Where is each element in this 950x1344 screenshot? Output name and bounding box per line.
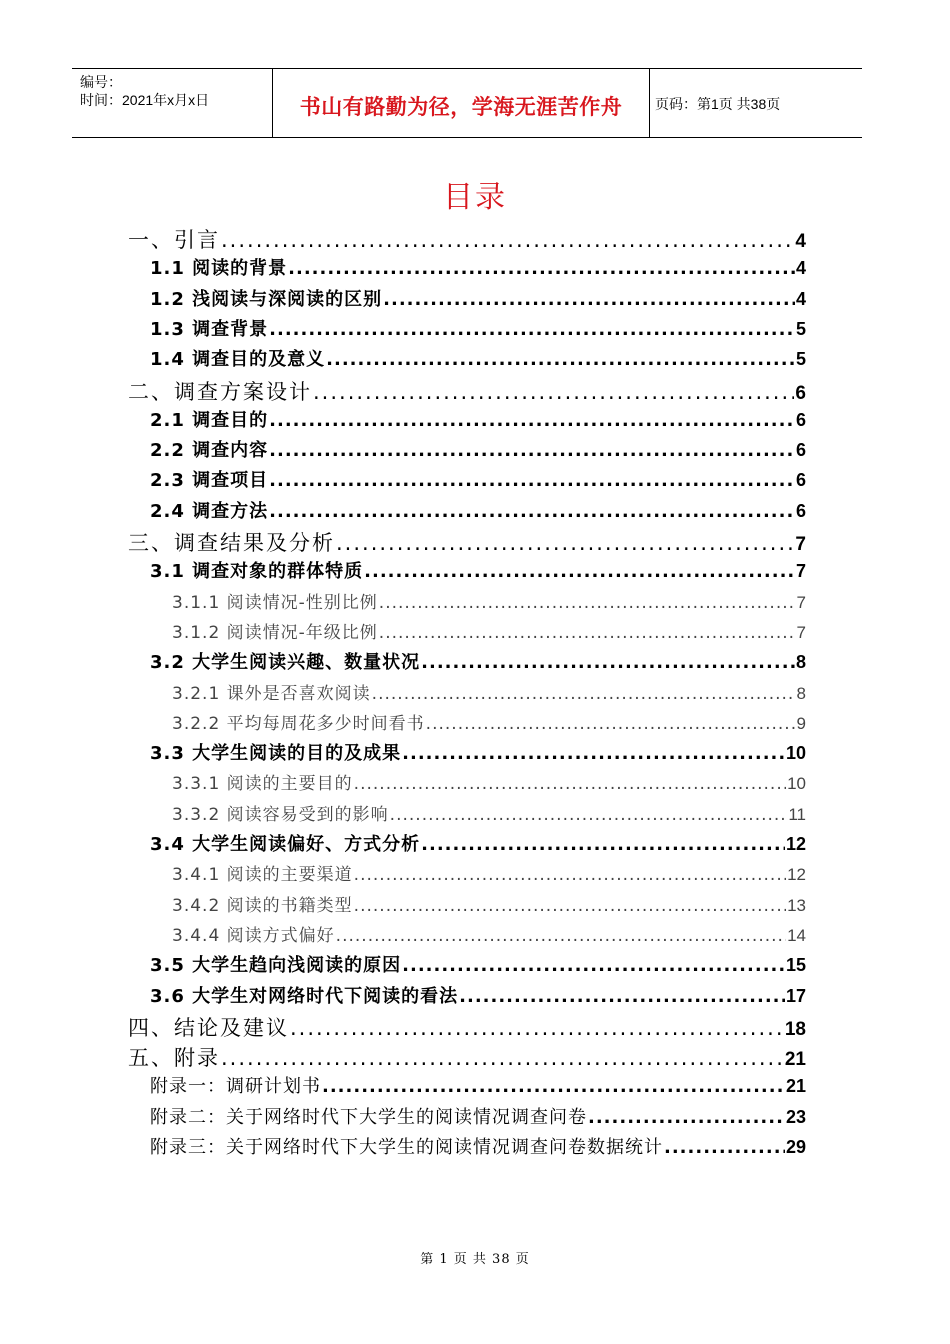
toc-entry[interactable] <box>172 588 806 618</box>
toc-leader-dots <box>354 865 786 885</box>
toc-entry-title: 1.1 阅读的背景 <box>150 258 288 280</box>
toc-entry-title: 3.4.4 阅读方式偏好 <box>172 925 335 946</box>
toc-entry[interactable] <box>150 436 806 466</box>
toc-entry[interactable] <box>150 1103 806 1133</box>
toc-entry-title: 3.2.1 课外是否喜欢阅读 <box>172 683 371 704</box>
toc-leader-dots <box>402 743 785 764</box>
toc-entry-page: 7 <box>796 592 806 612</box>
toc-entry[interactable] <box>150 1072 806 1102</box>
toc-entry-title: 1.2 浅阅读与深阅读的区别 <box>150 288 383 310</box>
toc-entry-page: 8 <box>795 652 806 673</box>
toc-entry-page: 6 <box>795 440 806 461</box>
toc-entry[interactable] <box>128 376 806 406</box>
toc-entry[interactable] <box>150 497 806 527</box>
toc-entry-page: 4 <box>795 288 806 309</box>
number-label: 编号： <box>80 74 122 90</box>
toc-entry-title: 三、调查结果及分析 <box>128 531 335 555</box>
toc-entry-title: 3.6 大学生对网络时代下阅读的看法 <box>150 985 459 1007</box>
toc-leader-dots <box>326 349 795 370</box>
toc-entry-title: 3.1 调查对象的群体特质 <box>150 561 364 583</box>
toc-entry[interactable] <box>150 406 806 436</box>
toc-leader-dots <box>221 228 794 252</box>
toc-entry-title: 一、引言 <box>128 228 220 252</box>
toc-entry[interactable] <box>128 224 806 254</box>
toc-entry-page: 10 <box>785 743 806 764</box>
toc-leader-dots <box>421 834 785 855</box>
toc-entry-page: 15 <box>785 955 806 976</box>
toc-entry-title: 四、结论及建议 <box>128 1015 289 1040</box>
toc-entry[interactable] <box>150 466 806 496</box>
toc-entry[interactable] <box>172 679 806 709</box>
header-page-cell <box>649 69 862 137</box>
toc-entry-page: 7 <box>796 622 806 642</box>
page-header <box>72 68 862 138</box>
toc-entry-title: 五、附录 <box>128 1046 220 1071</box>
toc-leader-dots <box>269 440 795 461</box>
toc-entry-page: 7 <box>795 561 806 582</box>
toc-entry-page: 23 <box>785 1106 806 1127</box>
toc-leader-dots <box>383 289 795 310</box>
toc-entry-title: 附录三：关于网络时代下大学生的阅读情况调查问卷数据统计 <box>150 1137 663 1158</box>
toc-entry-title: 3.2.2 平均每周花多少时间看书 <box>172 713 425 734</box>
toc-entry[interactable] <box>128 1042 806 1072</box>
toc-entry-page: 7 <box>795 534 806 555</box>
toc-entry-title: 3.2 大学生阅读兴趣、数量状况 <box>150 652 421 674</box>
toc-entry-title: 3.1.2 阅读情况-年级比例 <box>172 622 378 643</box>
toc-leader-dots <box>336 926 786 946</box>
toc-entry-title: 3.4 大学生阅读偏好、方式分析 <box>150 834 421 855</box>
toc-entry-page: 9 <box>796 713 806 733</box>
toc-entry-title: 3.3 大学生阅读的目的及成果 <box>150 743 402 765</box>
toc-leader-dots <box>379 593 796 613</box>
toc-entry-title: 二、调查方案设计 <box>128 379 312 404</box>
toc-entry-title: 附录一：调研计划书 <box>150 1076 321 1098</box>
toc-entry[interactable] <box>172 618 806 648</box>
toc-entry[interactable] <box>172 921 806 951</box>
toc-entry-page: 5 <box>795 318 806 339</box>
toc-entry-page: 11 <box>788 804 806 824</box>
toc-leader-dots <box>364 561 795 582</box>
toc-entry-page: 12 <box>785 834 806 854</box>
time-label: 时间：2021年x月x日 <box>80 92 210 108</box>
toc-entry-page: 13 <box>787 895 806 915</box>
toc-entry-page: 10 <box>787 774 806 794</box>
toc-entry-page: 6 <box>795 409 806 430</box>
toc-leader-dots <box>390 805 788 825</box>
toc-entry[interactable] <box>150 557 806 587</box>
toc-entry[interactable] <box>150 982 806 1012</box>
header-motto-cell <box>272 69 650 137</box>
toc-leader-dots <box>269 410 795 431</box>
toc-entry-page: 5 <box>795 349 806 370</box>
toc-leader-dots <box>372 684 796 704</box>
toc-entry[interactable] <box>150 345 806 375</box>
toc-entry-page: 4 <box>795 258 806 279</box>
toc-title: 目录 <box>443 180 507 215</box>
toc-entry-title: 2.1 调查目的 <box>150 409 269 431</box>
toc-leader-dots <box>322 1076 785 1097</box>
toc-leader-dots <box>459 986 785 1007</box>
toc-entry[interactable] <box>128 527 806 557</box>
toc-entry-title: 3.3.1 阅读的主要目的 <box>172 774 353 795</box>
toc-entry-title: 2.2 调查内容 <box>150 440 269 462</box>
toc-entry-title: 3.1.1 阅读情况-性别比例 <box>172 592 378 613</box>
toc-entry[interactable] <box>150 285 806 315</box>
header-page-info: 页码：第1页 共38页 <box>655 96 781 112</box>
toc-entry-title: 2.3 调查项目 <box>150 470 269 492</box>
toc-entry[interactable] <box>150 830 806 860</box>
toc-entry[interactable] <box>150 951 806 981</box>
toc-entry[interactable] <box>150 1133 806 1163</box>
toc-entry-page: 21 <box>785 1076 806 1097</box>
toc-leader-dots <box>354 896 786 916</box>
toc-entry[interactable] <box>172 800 806 830</box>
toc-leader-dots <box>421 652 795 673</box>
toc-entry-page: 6 <box>795 470 806 491</box>
toc-entry-page: 4 <box>795 231 806 252</box>
toc-leader-dots <box>290 1016 784 1040</box>
toc-entry-page: 14 <box>787 925 806 945</box>
header-meta-cell <box>72 69 272 137</box>
page-footer: 第 1 页 共 38 页 <box>420 1252 530 1267</box>
toc-entry-title: 3.4.1 阅读的主要渠道 <box>172 865 353 886</box>
toc-entry-page: 8 <box>796 683 806 703</box>
toc-entry-page: 17 <box>785 985 806 1006</box>
toc-entry-title: 1.4 调查目的及意义 <box>150 349 326 371</box>
toc-entry[interactable] <box>172 769 806 799</box>
toc-entry-title: 2.4 调查方法 <box>150 500 269 522</box>
toc-leader-dots <box>379 623 796 643</box>
toc-entry[interactable] <box>150 739 806 769</box>
toc-leader-dots <box>269 501 795 522</box>
toc-entry[interactable] <box>172 709 806 739</box>
toc-entry-page: 21 <box>784 1049 806 1071</box>
toc-entry-title: 3.3.2 阅读容易受到的影响 <box>172 804 389 825</box>
header-motto: 书山有路勤为径，学海无涯苦作舟 <box>299 95 623 119</box>
toc-entry-title: 3.5 大学生趋向浅阅读的原因 <box>150 955 402 977</box>
toc-entry-title: 附录二：关于网络时代下大学生的阅读情况调查问卷 <box>150 1106 587 1128</box>
toc-entry[interactable] <box>150 254 806 284</box>
toc-leader-dots <box>402 955 785 976</box>
toc-leader-dots <box>313 380 794 404</box>
toc-entry-page: 6 <box>795 382 806 404</box>
toc-entry-page: 18 <box>784 1018 806 1040</box>
toc-entry[interactable] <box>172 860 806 890</box>
toc-leader-dots <box>336 531 794 555</box>
toc-entry[interactable] <box>128 1012 806 1042</box>
toc-entry-page: 6 <box>795 500 806 521</box>
toc-leader-dots <box>426 714 796 734</box>
toc-entry-page: 12 <box>787 865 806 885</box>
toc-leader-dots <box>354 774 786 794</box>
toc-entry[interactable] <box>172 891 806 921</box>
toc-leader-dots <box>664 1137 785 1158</box>
toc-leader-dots <box>221 1046 784 1070</box>
toc-entry-page: 29 <box>785 1137 806 1157</box>
toc-leader-dots <box>269 319 795 340</box>
toc-leader-dots <box>269 470 795 491</box>
toc-entry-title: 3.4.2 阅读的书籍类型 <box>172 895 353 916</box>
toc-leader-dots <box>588 1107 785 1128</box>
toc-entry[interactable] <box>150 315 806 345</box>
toc-entry-title: 1.3 调查背景 <box>150 318 269 340</box>
toc-leader-dots <box>288 258 795 279</box>
toc-entry[interactable] <box>150 648 806 678</box>
